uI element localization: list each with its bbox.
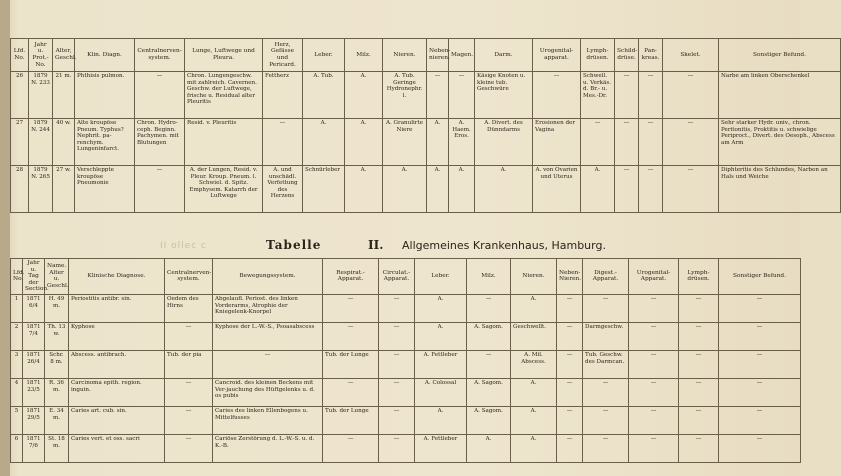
table-cell: Periostitis antibr. sin. bbox=[69, 294, 165, 322]
table-cell: — bbox=[719, 406, 801, 434]
table-cell: — bbox=[449, 72, 475, 119]
table-cell: — bbox=[165, 322, 213, 350]
table-cell: A. bbox=[427, 166, 449, 213]
table2-header-cell: Jahr u. Tag der Section. bbox=[23, 259, 45, 295]
table-cell: 21 m. bbox=[53, 72, 75, 119]
table-cell: Käsige Knoten u. kleine tub. Geschwüre bbox=[475, 72, 533, 119]
table-cell: 27 bbox=[11, 119, 29, 166]
table-cell: Tub. Geschw. des Darmcan. bbox=[583, 350, 629, 378]
table1-header-cell: Jahr u. Prot.-No. bbox=[29, 39, 53, 72]
table-cell: A. Tub. Geringe Hydronephr. l. bbox=[383, 72, 427, 119]
table1-header-cell: Lymph-drüsen. bbox=[581, 39, 615, 72]
table-cell: Kyphose der L.-W.-S., Psoasabscess bbox=[213, 322, 323, 350]
table1-header-cell: Nieren. bbox=[383, 39, 427, 72]
table-cell: 1879 N. 265 bbox=[29, 166, 53, 213]
table-cell: — bbox=[379, 350, 415, 378]
table-cell: — bbox=[557, 350, 583, 378]
table-cell: A. Divert. des Dünndarms bbox=[475, 119, 533, 166]
table1-header-cell: Alter, Geschl. bbox=[53, 39, 75, 72]
table2-header-cell: Milz. bbox=[467, 259, 511, 295]
table-cell: — bbox=[165, 406, 213, 434]
table-cell: Carcinoma epith. region. inguin. bbox=[69, 378, 165, 406]
table1-header-cell: Magen. bbox=[449, 39, 475, 72]
table-caption bbox=[150, 238, 800, 254]
table-cell: A. bbox=[415, 294, 467, 322]
table1-header-cell: Urogenital-apparat. bbox=[533, 39, 581, 72]
table-cell: 1871 6/4 bbox=[23, 294, 45, 322]
table-cell: St. 18 m. bbox=[45, 434, 69, 462]
table-cell: A. und unschädl. Verfettung des Herzens bbox=[263, 166, 303, 213]
table-cell: — bbox=[213, 350, 323, 378]
table1-header-cell: Sonstiger Befund. bbox=[719, 39, 841, 72]
table-cell: Abscess. antibrach. bbox=[69, 350, 165, 378]
table-cell: — bbox=[557, 294, 583, 322]
table1-header-cell: Neben-nieren. bbox=[427, 39, 449, 72]
table-row bbox=[11, 378, 801, 406]
table2-header-cell: Urogenital-Apparat. bbox=[629, 259, 679, 295]
table-row bbox=[11, 119, 841, 166]
table2-header-cell: Digest.-Apparat. bbox=[583, 259, 629, 295]
table1-header-cell: Skelet. bbox=[663, 39, 719, 72]
table-cell: Erosionen der Vagina bbox=[533, 119, 581, 166]
table-cell: — bbox=[719, 294, 801, 322]
table-cell: Abgelaufl. Periost. des linken Vorderarms, Atrophie der Kniegelenk-Knorpel bbox=[213, 294, 323, 322]
table-cell: — bbox=[629, 406, 679, 434]
table-cell: — bbox=[583, 434, 629, 462]
table-cell: — bbox=[165, 378, 213, 406]
table-cell: 3 bbox=[11, 350, 23, 378]
table-cell: — bbox=[583, 406, 629, 434]
table-cell: Diphteritis des Schlundes, Narben an Hals und Weiche bbox=[719, 166, 841, 213]
table2-header-cell: Leber. bbox=[415, 259, 467, 295]
table-cell: 27 w. bbox=[53, 166, 75, 213]
table-cell: — bbox=[639, 166, 663, 213]
table-cell: A. bbox=[345, 166, 383, 213]
table-cell: 1871 29/5 bbox=[23, 406, 45, 434]
table1-header-cell: Herz, Gefässe und Pericard. bbox=[263, 39, 303, 72]
table-cell: Darmgeschw. bbox=[583, 322, 629, 350]
table-row bbox=[11, 294, 801, 322]
table-cell: — bbox=[323, 294, 379, 322]
table-cell: — bbox=[615, 119, 639, 166]
table-cell: 1879 N. 244 bbox=[29, 119, 53, 166]
table-cell: — bbox=[679, 322, 719, 350]
table-cell: — bbox=[679, 434, 719, 462]
table-cell: — bbox=[583, 294, 629, 322]
table-cell: A. bbox=[475, 166, 533, 213]
table-cell: — bbox=[467, 350, 511, 378]
table1-header-cell: Darm. bbox=[475, 39, 533, 72]
table-cell: Phthisis pulmon. bbox=[75, 72, 135, 119]
table-cell: — bbox=[679, 350, 719, 378]
table-cell: — bbox=[557, 322, 583, 350]
table-cell: Th. 13 w. bbox=[45, 322, 69, 350]
table-cell: — bbox=[629, 378, 679, 406]
table1-header-cell: Pan-kreas. bbox=[639, 39, 663, 72]
table-cell: — bbox=[663, 166, 719, 213]
table-2-header-row bbox=[11, 259, 801, 295]
table-cell: Sehr starker Hydr. univ., chron. Peritonitis, Proktitis u. schwielige Periproct., Divert. des Oesoph., Abscess am Arm bbox=[719, 119, 841, 166]
table-cell: Kyphose bbox=[69, 322, 165, 350]
table-cell: A. Fettleber bbox=[415, 350, 467, 378]
table-cell: — bbox=[615, 72, 639, 119]
table-cell: 6 bbox=[11, 434, 23, 462]
table-cell: A. bbox=[511, 406, 557, 434]
table-1 bbox=[10, 38, 841, 213]
table-cell: A. bbox=[345, 72, 383, 119]
table-row bbox=[11, 166, 841, 213]
table-cell: A. bbox=[467, 434, 511, 462]
table-cell: — bbox=[379, 378, 415, 406]
table-cell: Alte kroupöse Pneum. Typhus? Nephrit. pa-renchym. Lungeninfarct. bbox=[75, 119, 135, 166]
table-cell: H. 49 m. bbox=[45, 294, 69, 322]
table-cell: — bbox=[615, 166, 639, 213]
table-cell: A. Mil. Abscess. bbox=[511, 350, 557, 378]
table-cell: — bbox=[263, 119, 303, 166]
table-cell: A. bbox=[415, 322, 467, 350]
table-cell: Caries art. cub. sin. bbox=[69, 406, 165, 434]
table-cell: 1871 7/6 bbox=[23, 434, 45, 462]
table-cell: — bbox=[679, 406, 719, 434]
table-cell: — bbox=[323, 434, 379, 462]
table-cell: 26 bbox=[11, 72, 29, 119]
table-cell: — bbox=[323, 378, 379, 406]
table-cell: E. 34 m. bbox=[45, 406, 69, 434]
table-cell: Oedem des Hirns bbox=[165, 294, 213, 322]
table-cell: A. bbox=[449, 166, 475, 213]
table2-header-cell: Neben-Nieren. bbox=[557, 259, 583, 295]
table1-header-cell: Klin. Diagn. bbox=[75, 39, 135, 72]
table-cell: — bbox=[629, 322, 679, 350]
table-cell: — bbox=[719, 434, 801, 462]
table1-header-cell: Lunge, Luftwege und Pleura. bbox=[185, 39, 263, 72]
table-cell: Narbe am linken Oberschenkel bbox=[719, 72, 841, 119]
table-cell: 1 bbox=[11, 294, 23, 322]
table-cell: — bbox=[557, 434, 583, 462]
book-spine bbox=[0, 0, 10, 476]
table-1-header-row bbox=[11, 39, 841, 72]
table1-header-cell: Schild-drüse. bbox=[615, 39, 639, 72]
table2-header-cell: Circulat.-Apparat. bbox=[379, 259, 415, 295]
caption-title: Allgemeines Krankenhaus, Hamburg. bbox=[402, 239, 606, 252]
table1-header-cell: Leber. bbox=[303, 39, 345, 72]
table-cell: A. Sagom. bbox=[467, 322, 511, 350]
table-cell: Fettherz bbox=[263, 72, 303, 119]
table-cell: Schr. 8 m. bbox=[45, 350, 69, 378]
table-cell: — bbox=[679, 378, 719, 406]
table-cell: Chron. Hydro-ceph. Beginn. Pachymen. mit Blutungen bbox=[135, 119, 185, 166]
table-cell: — bbox=[639, 72, 663, 119]
table-cell: 5 bbox=[11, 406, 23, 434]
table-cell: A. bbox=[581, 166, 615, 213]
table-cell: — bbox=[629, 434, 679, 462]
table-cell: A. Granulirte Niere bbox=[383, 119, 427, 166]
table-cell: Tub. der pia bbox=[165, 350, 213, 378]
table-cell: — bbox=[557, 406, 583, 434]
table-cell: 1879 N. 233 bbox=[29, 72, 53, 119]
table-cell: — bbox=[427, 72, 449, 119]
table-cell: 4 bbox=[11, 378, 23, 406]
table-cell: A. der Lungen, Resid. v. Pleur. Kroup. Pneum. l. Schwiel. d. Spitz. Emphysem. Katarrh der Luftwege bbox=[185, 166, 263, 213]
table2-header-cell: Klinische Diagnose. bbox=[69, 259, 165, 295]
table2-header-cell: Centralnerven-system. bbox=[165, 259, 213, 295]
table-cell: — bbox=[581, 119, 615, 166]
table-cell: Schwell. u. Verkäs. d. Br.- u. Mes.-Dr. bbox=[581, 72, 615, 119]
table-cell: — bbox=[663, 72, 719, 119]
table-cell: A. bbox=[415, 406, 467, 434]
table-cell: R. 36 m. bbox=[45, 378, 69, 406]
table-cell: Tub. der Lunge bbox=[323, 350, 379, 378]
table-cell: A. Colossal bbox=[415, 378, 467, 406]
table-cell: — bbox=[135, 72, 185, 119]
table1-header-cell: Milz. bbox=[345, 39, 383, 72]
table-cell: A. Tub. bbox=[303, 72, 345, 119]
table-cell: Resid. v. Pleuritis bbox=[185, 119, 263, 166]
table-cell: Cancroid. des kleinen Beckens mit Ver-jauchung des Hüftgelenks u. d. os pubis bbox=[213, 378, 323, 406]
table-cell: A. bbox=[511, 378, 557, 406]
table2-header-cell: Lfd. No. bbox=[11, 259, 23, 295]
caption-label: Tabelle bbox=[266, 238, 322, 252]
table-cell: 1871 26/4 bbox=[23, 350, 45, 378]
table2-header-cell: Sonstiger Befund. bbox=[719, 259, 801, 295]
table-row bbox=[11, 72, 841, 119]
table-cell: 1871 23/5 bbox=[23, 378, 45, 406]
table2-header-cell: Name. Alter u. Geschl. bbox=[45, 259, 69, 295]
table-cell: 40 w. bbox=[53, 119, 75, 166]
table-cell: A. bbox=[383, 166, 427, 213]
table-row bbox=[11, 406, 801, 434]
table-cell: Tub. der Lunge bbox=[323, 406, 379, 434]
table-cell: 2 bbox=[11, 322, 23, 350]
table-cell: — bbox=[557, 378, 583, 406]
table-cell: — bbox=[165, 434, 213, 462]
table-cell: A. Haem. Eros. bbox=[449, 119, 475, 166]
table-cell: — bbox=[583, 378, 629, 406]
table-cell: Cariöse Zerstörung d. L.-W.-S. u. d. K.-B. bbox=[213, 434, 323, 462]
table-cell: — bbox=[323, 322, 379, 350]
table-cell: — bbox=[379, 322, 415, 350]
table-cell: Caries des linken Ellenbogens u. Mittelfusses bbox=[213, 406, 323, 434]
table-cell: A. von Ovarien und Uterus bbox=[533, 166, 581, 213]
table-cell: Geschwellt. bbox=[511, 322, 557, 350]
table-cell: A. Sagom. bbox=[467, 406, 511, 434]
table-cell: A. bbox=[511, 434, 557, 462]
table-cell: — bbox=[639, 119, 663, 166]
table-cell: — bbox=[379, 434, 415, 462]
table-cell: A. bbox=[511, 294, 557, 322]
table-cell: A. bbox=[345, 119, 383, 166]
table-cell: A. bbox=[303, 119, 345, 166]
table-cell: Schnürleber bbox=[303, 166, 345, 213]
table-cell: — bbox=[379, 294, 415, 322]
table-cell: Chron. Lungengeschw. mit zahlreich. Cavernen. Geschw. der Luftwege, frische u. Residual alter Pleuritis bbox=[185, 72, 263, 119]
table-cell: A. Sagom. bbox=[467, 378, 511, 406]
table2-header-cell: Lymph-drüsen. bbox=[679, 259, 719, 295]
caption-bleed-through: II ollec c bbox=[160, 241, 207, 251]
table-cell: — bbox=[719, 350, 801, 378]
table2-header-cell: Nieren. bbox=[511, 259, 557, 295]
table-cell: A. bbox=[427, 119, 449, 166]
table-cell: 1871 7/4 bbox=[23, 322, 45, 350]
table-cell: — bbox=[663, 119, 719, 166]
table-row bbox=[11, 350, 801, 378]
table-cell: — bbox=[379, 406, 415, 434]
table2-header-cell: Respirat.-Apparat. bbox=[323, 259, 379, 295]
table-cell: Caries vert. et oss. sacri bbox=[69, 434, 165, 462]
table-row bbox=[11, 434, 801, 462]
table-cell: — bbox=[533, 72, 581, 119]
table-cell: — bbox=[135, 166, 185, 213]
table-cell: — bbox=[629, 350, 679, 378]
table-cell: — bbox=[467, 294, 511, 322]
table1-header-cell: Lfd. No. bbox=[11, 39, 29, 72]
table1-header-cell: Centralnerven-system. bbox=[135, 39, 185, 72]
table-cell: — bbox=[629, 294, 679, 322]
table-cell: — bbox=[719, 322, 801, 350]
table-2 bbox=[10, 258, 801, 463]
table2-header-cell: Bewegungssystem. bbox=[213, 259, 323, 295]
table-cell: — bbox=[679, 294, 719, 322]
table-cell: A. Fettleber bbox=[415, 434, 467, 462]
table-cell: 28 bbox=[11, 166, 29, 213]
caption-number: II. bbox=[368, 238, 384, 252]
table-cell: — bbox=[719, 378, 801, 406]
table-row bbox=[11, 322, 801, 350]
table-cell: Verschleppte kroupöse Pneumonie bbox=[75, 166, 135, 213]
